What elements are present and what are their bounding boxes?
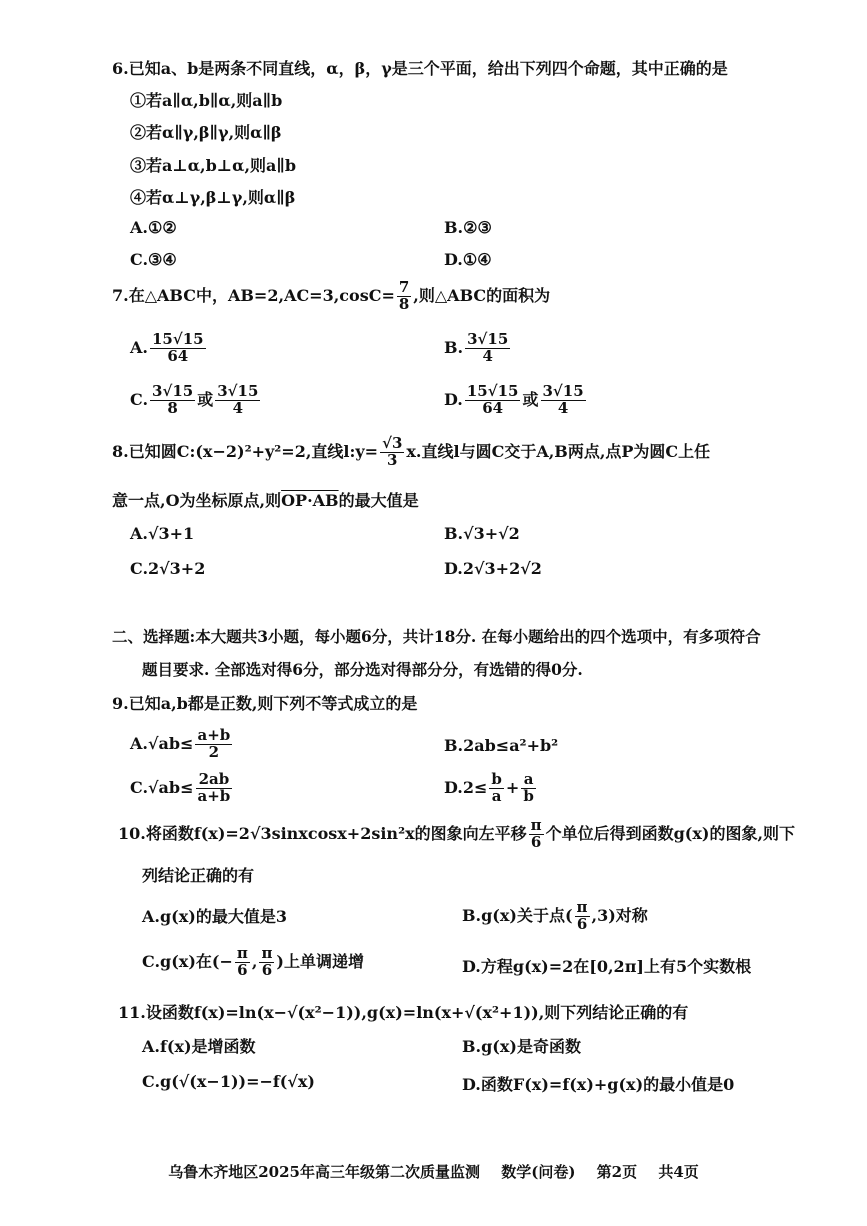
fraction-numerator: a	[521, 772, 536, 789]
fraction-numerator: 7	[398, 278, 410, 296]
q6-option-a: A.①②	[130, 218, 177, 237]
option-fraction	[465, 332, 510, 365]
q7-option-a	[130, 332, 208, 365]
q7-stem-text-b: ,则△ABC的面积为	[413, 285, 551, 305]
fraction-denominator: 8	[167, 398, 178, 417]
fraction-denominator: 3	[387, 450, 398, 469]
q7-option-d	[444, 384, 588, 417]
option-text: B.g(x)关于点(	[462, 905, 573, 925]
q6-statement-1: ①若a∥α,b∥α,则a∥b	[130, 91, 283, 110]
q10-option-c	[142, 946, 364, 979]
section2-line2: 题目要求. 全部选对得6分，部分选对得部分分，有选错的得0分.	[142, 660, 583, 679]
fraction-numerator: π	[530, 816, 542, 834]
fraction-denominator: 4	[482, 346, 493, 365]
q6-statement-2: ②若α∥γ,β∥γ,则α∥β	[130, 123, 282, 142]
fraction-denominator: a	[491, 786, 502, 805]
fraction-numerator: √3	[382, 434, 403, 452]
page-footer	[0, 1161, 867, 1182]
q8-stem-text-c: 意一点,O为坐标原点,则	[112, 491, 282, 510]
option-fraction	[150, 332, 206, 365]
option-fraction	[259, 946, 274, 979]
fraction-numerator: 3√15	[542, 382, 584, 400]
q10-stem-line1	[118, 818, 795, 851]
q10-option-b	[462, 900, 648, 933]
q10-option-a: A.g(x)的最大值是3	[142, 907, 287, 926]
fraction-denominator: 6	[530, 832, 542, 851]
q9-option-c	[130, 772, 234, 805]
q6-statement-4: ④若α⊥γ,β⊥γ,则α∥β	[130, 188, 296, 207]
q7-stem-text-a: 7.在△ABC中，AB=2,AC=3,cosC=	[112, 285, 395, 305]
q8-stem-text-b: x.直线l与圆C交于A,B两点,点P为圆C上任	[406, 441, 711, 461]
footer-total-pages: 共4页	[658, 1163, 699, 1181]
footer-title: 乌鲁木齐地区2025年高三年级第二次质量监测	[168, 1163, 480, 1181]
option-fraction	[465, 384, 521, 417]
fraction-numerator: π	[576, 898, 588, 916]
fraction-denominator: 6	[261, 960, 273, 979]
q10-stem-text-b: 个单位后得到函数g(x)的图象,则下	[545, 823, 796, 843]
option-text: D.2≤	[444, 777, 488, 797]
option-text: C.g(x)在(−	[142, 951, 233, 971]
or-text: 或	[197, 389, 214, 409]
q8-stem-line2	[112, 488, 419, 511]
option-fraction	[521, 772, 536, 805]
footer-subject: 数学(问卷)	[501, 1163, 576, 1181]
fraction-denominator: 64	[167, 346, 189, 365]
q10-option-d: D.方程g(x)=2在[0,2π]上有5个实数根	[462, 957, 752, 976]
q11-option-c: C.g(√(x−1))=−f(√x)	[142, 1072, 315, 1091]
fraction-denominator: a+b	[197, 786, 231, 805]
option-fraction	[195, 728, 232, 761]
q8-vector-product: OP·AB	[281, 491, 339, 510]
option-fraction	[196, 772, 233, 805]
fraction-numerator: b	[491, 770, 502, 788]
fraction-numerator: 15√15	[466, 382, 519, 400]
fraction-numerator: π	[261, 944, 273, 962]
q9-option-a	[130, 728, 234, 761]
option-text: ,3)对称	[591, 905, 648, 925]
q7-option-b	[444, 332, 512, 365]
fraction-denominator: 4	[232, 398, 244, 417]
q6-stem: 6.已知a、b是两条不同直线，α，β，γ是三个平面，给出下列四个命题，其中正确的是	[112, 59, 728, 78]
fraction-denominator: 4	[557, 398, 569, 417]
option-fraction	[235, 946, 250, 979]
option-fraction	[150, 384, 195, 417]
fraction-denominator: 8	[398, 294, 410, 313]
q8-stem-line1	[112, 436, 710, 469]
q8-option-c: C.2√3+2	[130, 559, 206, 578]
fraction-numerator: 3√15	[467, 330, 509, 348]
option-label: D.	[444, 389, 463, 409]
footer-page-number: 第2页	[596, 1163, 638, 1181]
q6-option-c: C.③④	[130, 250, 177, 269]
fraction-numerator: π	[236, 944, 248, 962]
q10-stem-line2: 列结论正确的有	[142, 866, 255, 885]
option-label: A.	[130, 337, 148, 357]
q9-stem: 9.已知a,b都是正数,则下列不等式成立的是	[112, 694, 418, 713]
q11-option-b: B.g(x)是奇函数	[462, 1037, 581, 1056]
option-fraction	[215, 384, 260, 417]
fraction-denominator: 6	[237, 960, 248, 979]
option-fraction	[575, 900, 590, 933]
fraction-denominator: 64	[482, 398, 504, 417]
q9-option-d	[444, 772, 538, 805]
q6-option-d: D.①④	[444, 250, 492, 269]
q8-option-a: A.√3+1	[130, 524, 195, 543]
comma: ,	[251, 951, 258, 971]
fraction-denominator: b	[523, 786, 534, 805]
q8-stem-text-d: 的最大值是	[338, 491, 419, 510]
option-fraction	[541, 384, 586, 417]
section2-line1: 二、选择题:本大题共3小题，每小题6分，共计18分. 在每小题给出的四个选项中，有多项符合	[112, 627, 761, 646]
q7-option-c	[130, 384, 262, 417]
q10-stem-text-a: 10.将函数f(x)=2√3sinxcosx+2sin²x的图象向左平移	[118, 823, 527, 843]
fraction-numerator: 2ab	[196, 772, 233, 789]
option-fraction	[489, 772, 504, 805]
fraction-numerator: 3√15	[152, 382, 194, 400]
fraction-numerator: 15√15	[151, 330, 204, 348]
or-text: 或	[522, 389, 539, 409]
q8-option-d: D.2√3+2√2	[444, 559, 542, 578]
plus-sign: +	[505, 777, 520, 797]
option-label: C.	[130, 389, 149, 409]
q7-stem	[112, 280, 550, 313]
q8-stem-text-a: 8.已知圆C:(x−2)²+y²=2,直线l:y=	[112, 441, 379, 461]
q8-stem-fraction	[380, 436, 404, 469]
q9-option-b: B.2ab≤a²+b²	[444, 736, 559, 755]
q6-statement-3: ③若a⊥α,b⊥α,则a∥b	[130, 156, 297, 175]
fraction-numerator: a+b	[197, 726, 231, 744]
q11-stem: 11.设函数f(x)=ln(x−√(x²−1)),g(x)=ln(x+√(x²+1)),则下列结论正确的有	[118, 1003, 689, 1022]
fraction-numerator: 3√15	[217, 382, 259, 400]
q11-option-a: A.f(x)是增函数	[142, 1037, 256, 1056]
q7-stem-fraction	[397, 280, 411, 313]
option-label: B.	[444, 337, 464, 357]
option-text: )上单调递增	[276, 951, 364, 971]
q10-stem-fraction	[529, 818, 544, 851]
q6-option-b: B.②③	[444, 218, 492, 237]
fraction-denominator: 6	[576, 914, 588, 933]
q8-option-b: B.√3+√2	[444, 524, 520, 543]
fraction-denominator: 2	[208, 742, 220, 761]
q11-option-d: D.函数F(x)=f(x)+g(x)的最小值是0	[462, 1075, 735, 1094]
option-text: C.√ab≤	[130, 777, 194, 797]
option-text: A.√ab≤	[130, 733, 194, 753]
